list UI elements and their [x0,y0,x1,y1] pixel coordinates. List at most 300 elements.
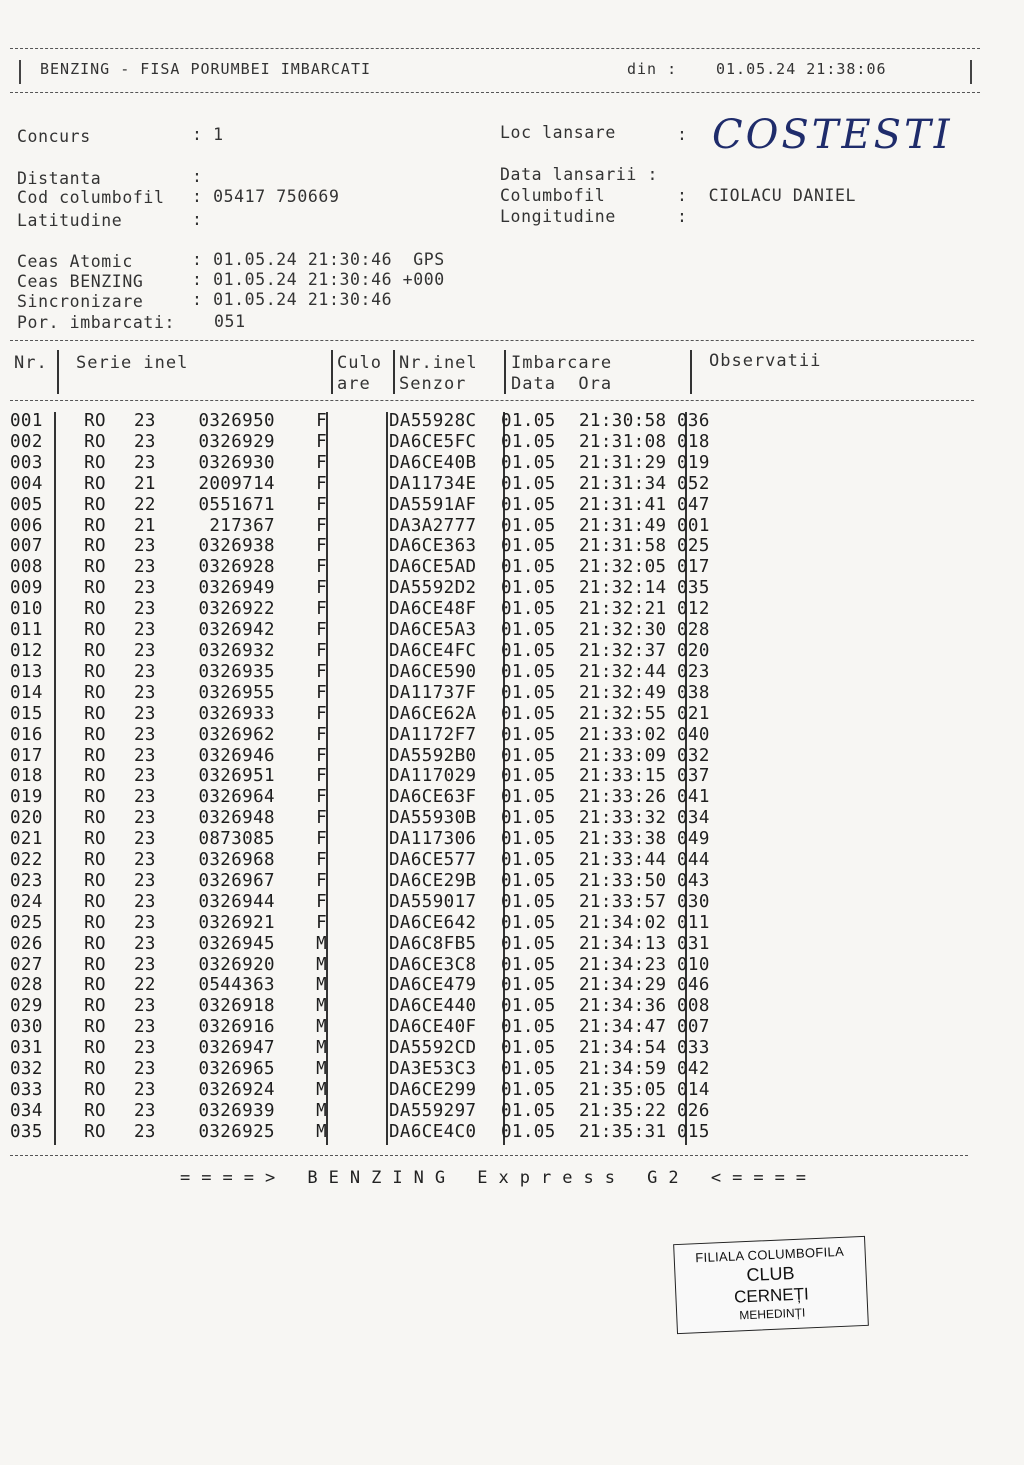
table-row [10,599,737,620]
row-sensor: DA6CE577 [389,850,477,871]
row-sensor: DA6CE299 [389,1080,477,1100]
row-year: 23 [134,766,156,787]
row-number: 012 [10,640,43,661]
longitudine-value: : [677,207,688,226]
row-observation: 030 [677,891,710,912]
row-year: 23 [134,808,156,829]
row-number: 010 [10,599,43,620]
row-country: RO [84,829,106,850]
row-sensor: DA3E53C3 [389,1059,477,1080]
sincronizare-value: : 01.05.24 21:30:46 [192,290,393,309]
table-row [10,495,737,516]
row-sex: F [316,745,327,766]
row-date: 01.05 [501,766,556,787]
row-date: 01.05 [501,724,556,745]
header-sep-2 [331,350,333,394]
row-sex: F [316,682,327,703]
row-sex: F [316,703,327,724]
row-country: RO [84,996,106,1017]
header-sep-5 [690,350,692,394]
row-color [331,1059,389,1080]
row-sensor: DA1172F7 [389,724,477,745]
row-date: 01.05 [501,933,556,954]
row-observation: 011 [677,912,710,933]
row-color [331,516,389,537]
row-time: 21:33:15 [579,766,667,787]
row-ring-number: 0326921 [198,912,275,933]
row-sensor: DA11734E [389,473,477,494]
row-sex: M [316,996,327,1017]
row-time: 21:34:29 [579,975,667,996]
row-ring-number: 0326944 [198,891,275,912]
stamp-line-3: CERNEȚI [733,1284,810,1307]
row-ring-number: 0326929 [198,431,275,452]
row-country: RO [84,870,106,891]
concurs-value: : 1 [192,125,224,144]
col-header-observatii: Observatii [709,351,822,371]
row-sex: M [316,1038,327,1059]
row-sex: F [316,870,327,891]
row-country: RO [84,766,106,787]
row-observation: 023 [677,661,710,682]
row-sex: F [316,640,327,661]
row-number: 014 [10,682,43,703]
row-number: 009 [10,578,43,599]
row-time: 21:31:08 [579,431,667,452]
row-date: 01.05 [501,745,556,766]
row-time: 21:34:54 [579,1038,667,1059]
row-color [331,934,389,955]
table-bottom-rule [10,1155,968,1156]
row-year: 23 [134,536,156,557]
header-left-bar [19,60,21,84]
col-header-culoare-2: are [337,374,371,394]
row-ring-number: 0326932 [198,640,275,661]
cod-columbofil-label: Cod columbofil [17,188,165,207]
row-year: 23 [134,724,156,745]
row-observation: 034 [677,808,710,829]
row-year: 23 [134,1100,156,1121]
table-row [10,536,737,557]
row-ring-number: 2009714 [198,473,275,494]
row-year: 21 [134,473,156,494]
row-sex: F [316,787,327,808]
row-sex: F [316,411,327,431]
row-observation: 043 [677,870,710,891]
row-color [331,892,389,913]
ceas-benzing-value: : 01.05.24 21:30:46 +000 [192,270,445,289]
row-date: 01.05 [501,494,556,515]
row-year: 23 [134,745,156,766]
row-year: 23 [134,411,156,431]
row-number: 002 [10,431,43,452]
row-sex: F [316,808,327,829]
row-time: 21:32:55 [579,703,667,724]
row-time: 21:31:58 [579,536,667,557]
row-observation: 017 [677,557,710,578]
row-time: 21:31:29 [579,452,667,473]
row-color [331,829,389,850]
row-number: 025 [10,912,43,933]
table-row [10,411,737,432]
row-sensor: DA6CE40B [389,452,477,473]
row-sensor: DA6CE3C8 [389,954,477,975]
row-year: 23 [134,870,156,891]
table-header-bottom-rule [10,400,974,401]
row-ring-number: 0326962 [198,724,275,745]
row-number: 026 [10,933,43,954]
row-sensor: DA559017 [389,891,477,912]
row-observation: 020 [677,640,710,661]
row-year: 23 [134,1017,156,1038]
row-sex: F [316,829,327,850]
row-color [331,725,389,746]
row-color [331,1122,389,1143]
row-date: 01.05 [501,1121,556,1142]
table-row [10,955,737,976]
row-observation: 021 [677,703,710,724]
row-time: 21:33:02 [579,724,667,745]
row-color [331,1080,389,1101]
row-number: 028 [10,975,43,996]
row-sex: F [316,912,327,933]
table-row [10,620,737,641]
row-date: 01.05 [501,1017,556,1038]
row-observation: 015 [677,1121,710,1142]
row-number: 017 [10,745,43,766]
row-country: RO [84,850,106,871]
row-ring-number: 0326948 [198,808,275,829]
row-time: 21:31:49 [579,515,667,536]
row-ring-number: 0326951 [198,766,275,787]
row-ring-number: 0326945 [198,933,275,954]
data-lansarii-label: Data lansarii : [500,165,659,184]
row-year: 23 [134,682,156,703]
row-time: 21:34:36 [579,996,667,1017]
row-sex: M [316,1017,327,1038]
row-time: 21:31:41 [579,494,667,515]
row-number: 007 [10,536,43,557]
row-observation: 042 [677,1059,710,1080]
row-date: 01.05 [501,1080,556,1100]
row-sex: F [316,452,327,473]
row-ring-number: 0326930 [198,452,275,473]
row-year: 23 [134,578,156,599]
row-time: 21:30:58 [579,411,667,431]
row-ring-number: 0326942 [198,620,275,641]
table-row [10,808,737,829]
row-date: 01.05 [501,975,556,996]
row-date: 01.05 [501,1100,556,1121]
row-ring-number: 0326916 [198,1017,275,1038]
row-country: RO [84,494,106,515]
row-date: 01.05 [501,891,556,912]
row-date: 01.05 [501,411,556,431]
table-row [10,746,737,767]
row-time: 21:32:30 [579,620,667,641]
row-date: 01.05 [501,954,556,975]
ceas-atomic-value: : 01.05.24 21:30:46 GPS [192,250,445,269]
row-number: 013 [10,661,43,682]
row-country: RO [84,640,106,661]
row-ring-number: 217367 [209,515,275,536]
row-year: 23 [134,933,156,954]
row-time: 21:33:57 [579,891,667,912]
row-year: 22 [134,975,156,996]
row-time: 21:32:49 [579,682,667,703]
row-color [331,432,389,453]
row-date: 01.05 [501,682,556,703]
row-sex: M [316,1059,327,1080]
row-sensor: DA5592D2 [389,578,477,599]
club-stamp [673,1236,869,1334]
row-sex: M [316,954,327,975]
row-number: 035 [10,1121,43,1142]
row-sensor: DA6CE48F [389,599,477,620]
row-time: 21:34:59 [579,1059,667,1080]
table-row [10,892,737,913]
row-color [331,536,389,557]
row-number: 027 [10,954,43,975]
row-observation: 040 [677,724,710,745]
row-sensor: DA6CE363 [389,536,477,557]
table-row [10,1080,737,1101]
distanta-label: Distanta [17,169,102,188]
row-time: 21:35:31 [579,1121,667,1142]
row-year: 23 [134,954,156,975]
row-country: RO [84,912,106,933]
row-color [331,557,389,578]
row-year: 23 [134,829,156,850]
row-ring-number: 0326935 [198,661,275,682]
row-date: 01.05 [501,703,556,724]
row-country: RO [84,724,106,745]
row-observation: 035 [677,578,710,599]
table-row [10,557,737,578]
row-country: RO [84,975,106,996]
row-number: 030 [10,1017,43,1038]
latitudine-value: : [192,210,203,229]
row-country: RO [84,1121,106,1142]
row-number: 004 [10,473,43,494]
row-ring-number: 0326947 [198,1038,275,1059]
col-header-culoare-1: Culo [337,353,382,373]
row-year: 23 [134,1059,156,1080]
porumbei-imbarcati-value: 051 [214,312,246,331]
row-color [331,871,389,892]
row-number: 016 [10,724,43,745]
row-country: RO [84,515,106,536]
cod-columbofil-value: : 05417 750669 [192,187,340,206]
columbofil-value: : CIOLACU DANIEL [677,186,857,205]
row-color [331,453,389,474]
row-number: 011 [10,620,43,641]
row-ring-number: 0326920 [198,954,275,975]
row-year: 23 [134,1038,156,1059]
row-color [331,495,389,516]
row-year: 23 [134,1080,156,1100]
row-country: RO [84,808,106,829]
row-sex: M [316,1100,327,1121]
header-sep-1 [57,350,59,394]
row-country: RO [84,473,106,494]
stamp-line-4: MEHEDINȚI [738,1305,806,1323]
row-country: RO [84,431,106,452]
row-sensor: DA5592CD [389,1038,477,1059]
row-number: 019 [10,787,43,808]
footer-text: ====> BENZING Express G2 <==== [180,1168,818,1188]
row-ring-number: 0326938 [198,536,275,557]
col-header-serie: Serie inel [76,353,189,373]
row-sex: M [316,1121,327,1142]
row-sensor: DA6CE4C0 [389,1121,477,1142]
row-sex: F [316,515,327,536]
col-header-nrinel-2: Senzor [399,374,467,394]
col-header-imbarcare-1: Imbarcare [511,353,613,373]
row-sensor: DA6CE62A [389,703,477,724]
row-country: RO [84,599,106,620]
ceas-atomic-label: Ceas Atomic [17,252,133,271]
row-color [331,620,389,641]
row-observation: 031 [677,933,710,954]
row-number: 015 [10,703,43,724]
row-ring-number: 0326933 [198,703,275,724]
row-date: 01.05 [501,452,556,473]
row-date: 01.05 [501,1038,556,1059]
row-date: 01.05 [501,996,556,1017]
col-header-imbarcare-2: Data Ora [511,374,613,394]
row-sensor: DA55930B [389,808,477,829]
row-country: RO [84,933,106,954]
header-sep-4 [504,350,506,394]
table-row [10,1017,737,1038]
row-date: 01.05 [501,578,556,599]
row-color [331,1038,389,1059]
row-observation: 010 [677,954,710,975]
row-sensor: DA6CE479 [389,975,477,996]
row-color [331,746,389,767]
row-country: RO [84,954,106,975]
loc-lansare-value: COSTESTI [712,112,953,158]
table-row [10,996,737,1017]
row-observation: 033 [677,1038,710,1059]
row-year: 23 [134,431,156,452]
row-date: 01.05 [501,599,556,620]
row-sensor: DA5591AF [389,494,477,515]
table-row [10,725,737,746]
row-number: 003 [10,452,43,473]
row-year: 23 [134,850,156,871]
row-time: 21:32:21 [579,599,667,620]
row-sensor: DA6C8FB5 [389,933,477,954]
row-time: 21:32:05 [579,557,667,578]
row-year: 23 [134,661,156,682]
row-date: 01.05 [501,829,556,850]
table-row [10,934,737,955]
row-sex: F [316,494,327,515]
row-sex: F [316,766,327,787]
table-row [10,913,737,934]
row-number: 023 [10,870,43,891]
row-date: 01.05 [501,640,556,661]
ceas-benzing-label: Ceas BENZING [17,272,144,291]
row-ring-number: 0326946 [198,745,275,766]
row-ring-number: 0326924 [198,1080,275,1100]
table-row [10,578,737,599]
row-color [331,662,389,683]
row-number: 024 [10,891,43,912]
row-time: 21:35:05 [579,1080,667,1100]
row-color [331,913,389,934]
row-sex: M [316,933,327,954]
row-number: 022 [10,850,43,871]
row-time: 21:32:37 [579,640,667,661]
row-color [331,683,389,704]
row-sex: F [316,431,327,452]
row-sensor: DA55928C [389,411,477,431]
row-ring-number: 0551671 [198,494,275,515]
row-ring-number: 0326955 [198,682,275,703]
table-row [10,516,737,537]
table-row [10,871,737,892]
row-color [331,975,389,996]
row-observation: 014 [677,1080,710,1100]
row-ring-number: 0326968 [198,850,275,871]
row-sensor: DA6CE5A3 [389,620,477,641]
row-country: RO [84,745,106,766]
row-date: 01.05 [501,557,556,578]
row-date: 01.05 [501,870,556,891]
col-header-nrinel-1: Nr.inel [399,353,478,373]
row-date: 01.05 [501,912,556,933]
row-time: 21:33:26 [579,787,667,808]
row-year: 23 [134,912,156,933]
row-sensor: DA6CE4FC [389,640,477,661]
row-sensor: DA117306 [389,829,477,850]
row-sex: F [316,661,327,682]
row-observation: 032 [677,745,710,766]
table-row [10,1101,737,1122]
row-number: 021 [10,829,43,850]
latitudine-label: Latitudine [17,211,123,230]
row-date: 01.05 [501,515,556,536]
sincronizare-label: Sincronizare [17,292,144,311]
row-observation: 026 [677,1100,710,1121]
row-sex: M [316,975,327,996]
row-observation: 049 [677,829,710,850]
row-time: 21:33:09 [579,745,667,766]
row-color [331,599,389,620]
table-row [10,1122,737,1143]
row-color [331,850,389,871]
row-color [331,787,389,808]
row-year: 21 [134,515,156,536]
row-color [331,641,389,662]
row-year: 23 [134,787,156,808]
row-observation: 037 [677,766,710,787]
row-observation: 041 [677,787,710,808]
table-row [10,704,737,725]
row-sex: M [316,1080,327,1100]
row-time: 21:33:50 [579,870,667,891]
row-color [331,808,389,829]
row-time: 21:31:34 [579,473,667,494]
row-country: RO [84,891,106,912]
din-value: 01.05.24 21:38:06 [716,60,887,78]
table-row [10,975,737,996]
row-time: 21:33:38 [579,829,667,850]
row-time: 21:33:44 [579,850,667,871]
